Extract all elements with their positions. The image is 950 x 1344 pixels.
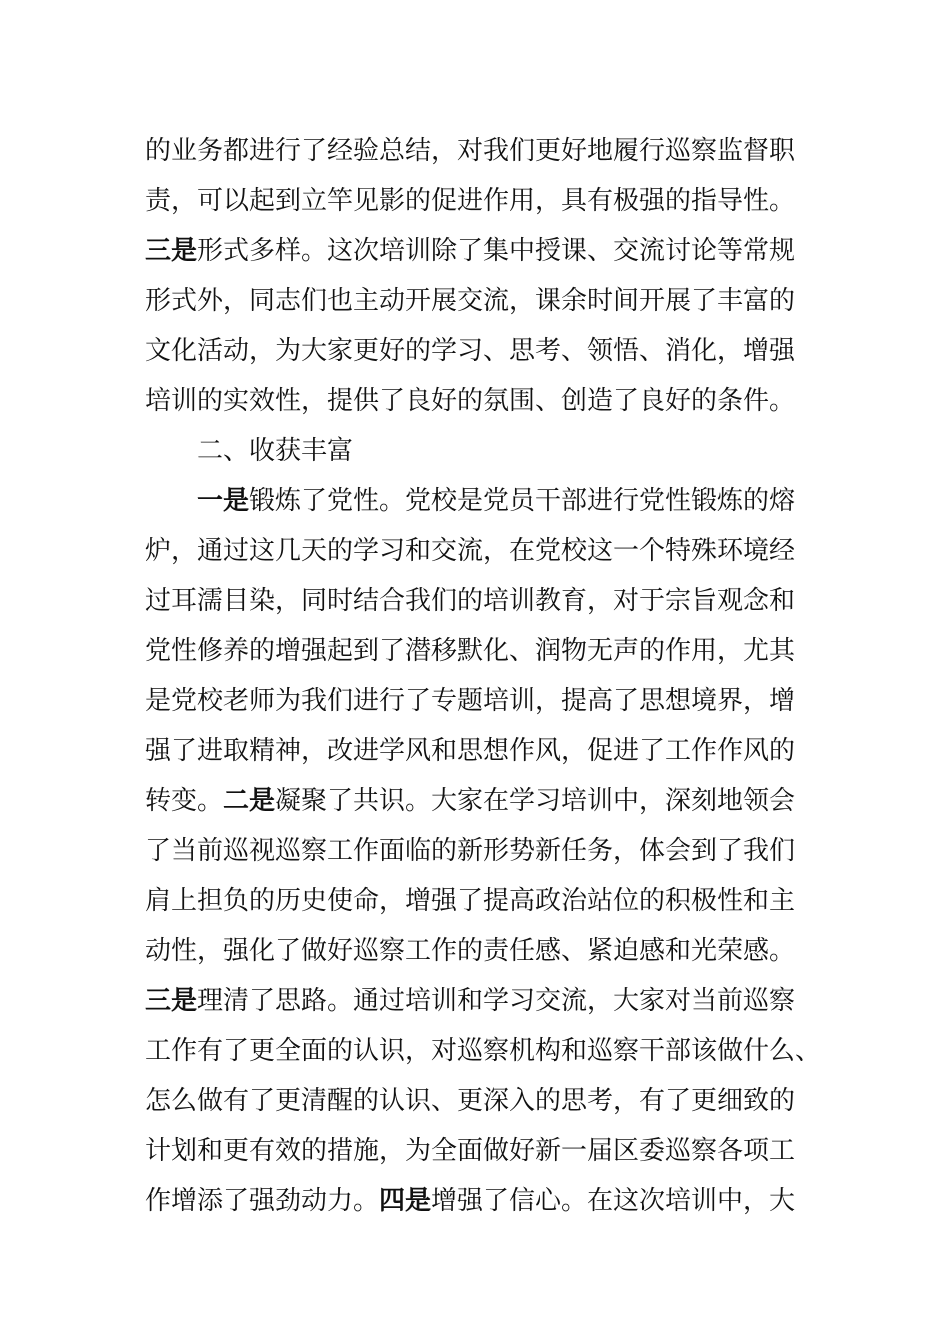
text-line [145, 676, 795, 726]
bold-lead-phrase: 四是 [379, 1186, 432, 1216]
text-line [145, 376, 795, 426]
text-line [145, 1126, 795, 1176]
text-segment: 培训的实效性，提供了良好的氛围、创造了良好的条件。 [145, 386, 796, 416]
text-segment: 了当前巡视巡察工作面临的新形势新任务，体会到了我们 [145, 836, 796, 866]
text-line [145, 626, 795, 676]
bold-lead-phrase: 一是 [197, 486, 250, 516]
text-line [145, 126, 795, 176]
bold-lead-phrase: 二是 [223, 786, 276, 816]
text-segment: 增强了信心。在这次培训中，大 [431, 1186, 796, 1216]
text-segment: 形式外，同志们也主动开展交流，课余时间开展了丰富的 [145, 286, 796, 316]
text-segment: 理清了思路。通过培训和学习交流，大家对当前巡察 [197, 986, 796, 1016]
document-body [145, 126, 822, 1226]
text-line [145, 326, 795, 376]
text-segment: 肩上担负的历史使命，增强了提高政治站位的积极性和主 [145, 886, 796, 916]
text-segment: 二、收获丰富 [197, 436, 354, 466]
text-segment: 党性修养的增强起到了潜移默化、润物无声的作用，尤其 [145, 636, 796, 666]
text-line [145, 576, 795, 626]
text-segment: 转变。 [145, 786, 224, 816]
text-segment: 计划和更有效的措施，为全面做好新一届区委巡察各项工 [145, 1136, 796, 1166]
text-line [145, 1176, 795, 1226]
text-line [145, 526, 795, 576]
text-segment: 责，可以起到立竿见影的促进作用，具有极强的指导性。 [145, 186, 796, 216]
text-segment: 炉，通过这几天的学习和交流，在党校这一个特殊环境经 [145, 536, 796, 566]
text-line [145, 826, 795, 876]
text-segment: 文化活动，为大家更好的学习、思考、领悟、消化，增强 [145, 336, 796, 366]
text-segment: 锻炼了党性。党校是党员干部进行党性锻炼的熔 [249, 486, 796, 516]
text-segment: 动性，强化了做好巡察工作的责任感、紧迫感和光荣感。 [145, 936, 796, 966]
text-line [145, 926, 795, 976]
text-segment: 作增添了强劲动力。 [145, 1186, 380, 1216]
text-segment: 过耳濡目染，同时结合我们的培训教育，对于宗旨观念和 [145, 586, 796, 616]
text-line [145, 226, 795, 276]
bold-lead-phrase: 三是 [145, 986, 198, 1016]
text-line [145, 426, 795, 476]
text-line [145, 176, 795, 226]
bold-lead-phrase: 三是 [145, 236, 198, 266]
text-line [145, 1076, 795, 1126]
text-segment: 强了进取精神，改进学风和思想作风，促进了工作作风的 [145, 736, 796, 766]
text-segment: 工作有了更全面的认识，对巡察机构和巡察干部该做什么、 [145, 1036, 822, 1066]
text-line [145, 726, 795, 776]
text-segment: 是党校老师为我们进行了专题培训，提高了思想境界，增 [145, 686, 796, 716]
text-line [145, 476, 795, 526]
text-line [145, 1026, 822, 1076]
text-segment: 怎么做有了更清醒的认识、更深入的思考，有了更细致的 [145, 1086, 796, 1116]
text-line [145, 976, 795, 1026]
text-segment: 形式多样。这次培训除了集中授课、交流讨论等常规 [197, 236, 796, 266]
text-segment: 凝聚了共识。大家在学习培训中，深刻地领会 [275, 786, 796, 816]
text-segment: 的业务都进行了经验总结，对我们更好地履行巡察监督职 [145, 136, 796, 166]
text-line [145, 276, 795, 326]
text-line [145, 876, 795, 926]
text-line [145, 776, 795, 826]
